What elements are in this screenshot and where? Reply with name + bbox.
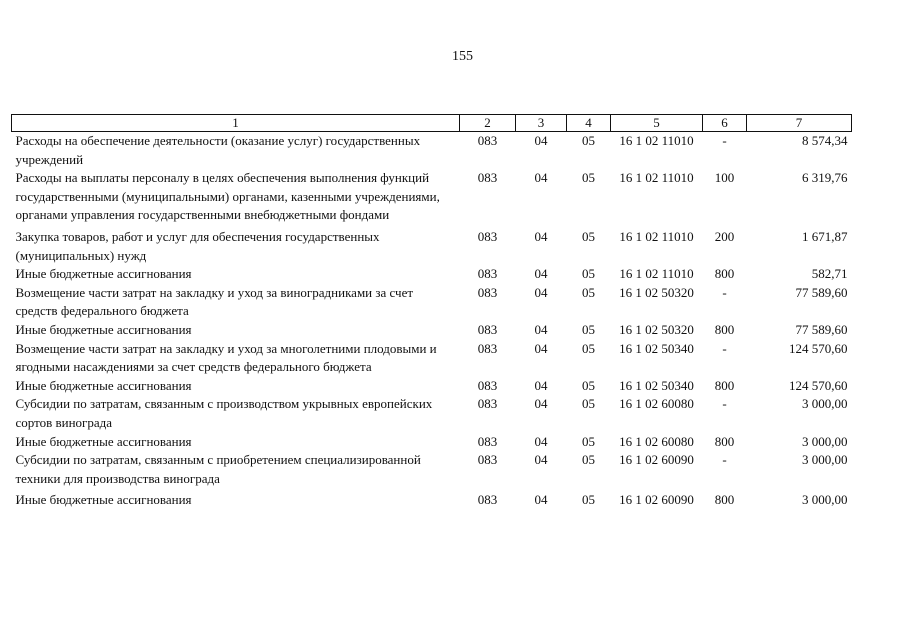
row-target-article: 16 1 02 50320 <box>619 321 694 337</box>
header-col-2: 2 <box>460 115 516 132</box>
row-target-article: 16 1 02 60080 <box>619 433 694 449</box>
row-name: Расходы на обеспечение деятельности (оказание услуг) государственных учреждений <box>15 133 421 167</box>
row-subsection: 05 <box>582 340 595 356</box>
row-name: Субсидии по затратам, связанным с производством укрывных европейских сортов винограда <box>15 396 433 430</box>
row-name: Иные бюджетные ассигнования <box>15 492 192 508</box>
row-section: 04 <box>534 170 548 186</box>
table-header-row <box>12 115 852 132</box>
row-target-article: 16 1 02 60090 <box>619 492 694 508</box>
header-col-1: 1 <box>12 115 460 132</box>
row-expense-type: 100 <box>714 170 735 186</box>
row-ministry-code: 083 <box>477 433 498 449</box>
row-expense-type: 800 <box>714 492 735 508</box>
table-row <box>12 491 852 510</box>
row-name: Иные бюджетные ассигнования <box>15 321 192 337</box>
row-target-article: 16 1 02 50340 <box>619 340 694 356</box>
row-ministry-code: 083 <box>477 170 498 186</box>
row-section: 04 <box>534 396 548 412</box>
row-subsection: 05 <box>582 228 595 244</box>
row-amount: 3 000,00 <box>802 452 848 468</box>
row-section: 04 <box>534 452 548 468</box>
row-section: 04 <box>534 433 548 449</box>
header-col-6: 6 <box>703 115 747 132</box>
row-name: Иные бюджетные ассигнования <box>15 266 192 282</box>
header-col-3: 3 <box>516 115 567 132</box>
table-row <box>12 228 852 265</box>
row-expense-type: - <box>722 452 727 468</box>
page-number: 155 <box>452 49 473 64</box>
row-ministry-code: 083 <box>477 321 498 337</box>
table-row <box>12 451 852 491</box>
row-subsection: 05 <box>582 433 595 449</box>
row-target-article: 16 1 02 11010 <box>619 266 694 282</box>
row-name: Закупка товаров, работ и услуг для обеспечения государственных (муниципальных) нужд <box>15 228 380 263</box>
table-row <box>12 377 852 396</box>
row-target-article: 16 1 02 60080 <box>619 396 694 412</box>
row-subsection: 05 <box>582 133 595 148</box>
row-target-article: 16 1 02 11010 <box>619 228 694 244</box>
row-subsection: 05 <box>582 452 595 468</box>
row-expense-type: 800 <box>714 321 735 337</box>
row-ministry-code: 083 <box>477 133 498 148</box>
row-ministry-code: 083 <box>477 340 498 356</box>
row-amount: 8 574,34 <box>802 133 848 148</box>
table-row <box>12 395 852 432</box>
row-amount: 124 570,60 <box>789 340 848 356</box>
row-ministry-code: 083 <box>477 284 498 300</box>
row-section: 04 <box>534 377 548 393</box>
row-name: Возмещение части затрат на закладку и уход за виноградниками за счет средств федерального бюджета <box>15 284 414 319</box>
row-subsection: 05 <box>582 170 595 186</box>
row-expense-type: - <box>722 340 727 356</box>
budget-table <box>11 114 852 510</box>
row-expense-type: - <box>722 396 727 412</box>
row-section: 04 <box>534 492 548 508</box>
header-col-7: 7 <box>747 115 852 132</box>
row-target-article: 16 1 02 60090 <box>619 452 694 468</box>
row-expense-type: - <box>722 284 727 300</box>
row-expense-type: 200 <box>714 228 735 244</box>
row-amount: 1 671,87 <box>802 228 848 244</box>
row-name: Иные бюджетные ассигнования <box>15 433 192 449</box>
row-expense-type: 800 <box>714 377 735 393</box>
header-col-4: 4 <box>567 115 611 132</box>
row-subsection: 05 <box>582 396 595 412</box>
row-ministry-code: 083 <box>477 396 498 412</box>
row-amount: 124 570,60 <box>789 377 848 393</box>
row-ministry-code: 083 <box>477 228 498 244</box>
table-row <box>12 321 852 340</box>
row-subsection: 05 <box>582 492 595 508</box>
table-row <box>12 169 852 228</box>
row-expense-type: - <box>722 133 727 148</box>
header-col-5: 5 <box>611 115 703 132</box>
row-target-article: 16 1 02 11010 <box>619 170 694 186</box>
row-name: Иные бюджетные ассигнования <box>15 377 192 393</box>
row-expense-type: 800 <box>714 433 735 449</box>
row-section: 04 <box>534 133 548 148</box>
row-amount: 3 000,00 <box>802 396 848 412</box>
row-section: 04 <box>534 340 548 356</box>
row-amount: 77 589,60 <box>795 321 848 337</box>
table-row <box>12 132 852 170</box>
row-amount: 3 000,00 <box>802 433 848 449</box>
row-amount: 582,71 <box>811 266 848 282</box>
row-ministry-code: 083 <box>477 377 498 393</box>
table-row <box>12 265 852 284</box>
row-ministry-code: 083 <box>477 492 498 508</box>
row-name: Расходы на выплаты персоналу в целях обеспечения выполнения функций государственными (муниципальными) органами, казенными учреждениями, органами управления государственными внебюджетными фондами <box>15 170 440 223</box>
row-name: Возмещение части затрат на закладку и уход за многолетними плодовыми и ягодными насаждениями за счет средств федерального бюджета <box>15 340 437 375</box>
row-expense-type: 800 <box>714 266 735 282</box>
row-ministry-code: 083 <box>477 266 498 282</box>
table-row <box>12 433 852 452</box>
table-row <box>12 340 852 377</box>
row-section: 04 <box>534 266 548 282</box>
table-row <box>12 284 852 321</box>
row-ministry-code: 083 <box>477 452 498 468</box>
row-name: Субсидии по затратам, связанным с приобретением специализированной техники для производства винограда <box>15 452 421 486</box>
row-section: 04 <box>534 228 548 244</box>
row-subsection: 05 <box>582 321 595 337</box>
row-amount: 3 000,00 <box>802 492 848 508</box>
row-subsection: 05 <box>582 377 595 393</box>
row-section: 04 <box>534 321 548 337</box>
row-subsection: 05 <box>582 284 595 300</box>
row-target-article: 16 1 02 50320 <box>619 284 694 300</box>
row-amount: 6 319,76 <box>802 170 848 186</box>
row-section: 04 <box>534 284 548 300</box>
row-target-article: 16 1 02 50340 <box>619 377 694 393</box>
row-amount: 77 589,60 <box>795 284 848 300</box>
row-target-article: 16 1 02 11010 <box>619 133 694 148</box>
row-subsection: 05 <box>582 266 595 282</box>
